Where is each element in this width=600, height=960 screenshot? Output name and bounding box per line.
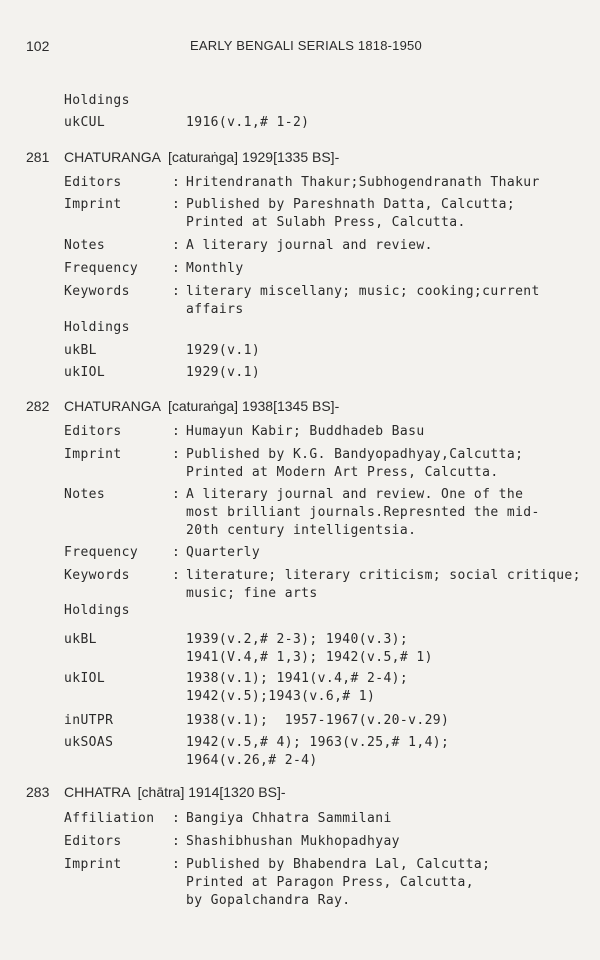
holding-library: ukIOL <box>64 365 106 380</box>
field-value: literary miscellany; music; cooking;current <box>186 284 540 299</box>
field-value: A literary journal and review. One of the <box>186 487 524 502</box>
field-value: Printed at Paragon Press, Calcutta, <box>186 875 474 890</box>
field-value: affairs <box>186 302 244 317</box>
holding-value: 1942(v.5,# 4); 1963(v.25,# 1,4); <box>186 735 450 750</box>
holding-library: ukSOAS <box>64 735 114 750</box>
field-label: Imprint <box>64 447 122 462</box>
holding-value: 1938(v.1); 1941(v.4,# 2-4); <box>186 671 409 686</box>
entry-number: 282 <box>26 398 50 414</box>
holding-value: 1929(v.1) <box>186 343 261 358</box>
field-value: A literary journal and review. <box>186 238 433 253</box>
holding-library: ukCUL <box>64 115 106 130</box>
field-value: Humayun Kabir; Buddhadeb Basu <box>186 424 425 439</box>
field-value: Printed at Sulabh Press, Calcutta. <box>186 215 466 230</box>
field-label: Frequency <box>64 261 139 276</box>
running-header: EARLY BENGALI SERIALS 1818-1950 <box>190 38 422 53</box>
holdings-label: Holdings <box>64 320 130 335</box>
holding-library: ukBL <box>64 343 97 358</box>
entry-number: 283 <box>26 784 50 800</box>
field-value: Published by Bhabendra Lal, Calcutta; <box>186 857 491 872</box>
holding-value: 1964(v.26,# 2-4) <box>186 753 318 768</box>
holding-value: 1929(v.1) <box>186 365 261 380</box>
holding-value: 1938(v.1); 1957-1967(v.20-v.29) <box>186 713 450 728</box>
entry-number: 281 <box>26 149 50 165</box>
field-value: 20th century intelligentsia. <box>186 523 417 538</box>
holding-value: 1939(v.2,# 2-3); 1940(v.3); <box>186 632 409 647</box>
holding-value: 1916(v.1,# 1-2) <box>186 115 310 130</box>
field-label: Editors <box>64 834 122 849</box>
field-label: Keywords <box>64 568 130 583</box>
field-value: Monthly <box>186 261 244 276</box>
holding-value: 1941(V.4,# 1,3); 1942(v.5,# 1) <box>186 650 433 665</box>
field-label: Frequency <box>64 545 139 560</box>
field-value: most brilliant journals.Represnted the mid- <box>186 505 540 520</box>
field-label: Editors <box>64 175 122 190</box>
field-label: Imprint <box>64 857 122 872</box>
field-value: Quarterly <box>186 545 261 560</box>
field-label: Notes <box>64 238 106 253</box>
field-value: music; fine arts <box>186 586 318 601</box>
entry-title: CHHATRA [chātra] 1914[1320 BS]- <box>64 784 286 800</box>
field-label: Keywords <box>64 284 130 299</box>
field-value: Published by K.G. Bandyopadhyay,Calcutta; <box>186 447 524 462</box>
field-value: Printed at Modern Art Press, Calcutta. <box>186 465 499 480</box>
field-value: Shashibhushan Mukhopadhyay <box>186 834 400 849</box>
field-value: by Gopalchandra Ray. <box>186 893 351 908</box>
page-number: 102 <box>26 38 50 54</box>
holdings-label: Holdings <box>64 603 130 618</box>
entry-title: CHATURANGA [caturaṅga] 1929[1335 BS]- <box>64 149 340 165</box>
holding-library: ukBL <box>64 632 97 647</box>
field-label: Imprint <box>64 197 122 212</box>
holdings-label: Holdings <box>64 93 130 108</box>
field-value: Hritendranath Thakur;Subhogendranath Thakur <box>186 175 540 190</box>
field-label: Editors <box>64 424 122 439</box>
holding-library: inUTPR <box>64 713 114 728</box>
field-label: Notes <box>64 487 106 502</box>
field-value: Bangiya Chhatra Sammilani <box>186 811 392 826</box>
field-value: Published by Pareshnath Datta, Calcutta; <box>186 197 516 212</box>
holding-value: 1942(v.5);1943(v.6,# 1) <box>186 689 376 704</box>
entry-title: CHATURANGA [caturaṅga] 1938[1345 BS]- <box>64 398 340 414</box>
holding-library: ukIOL <box>64 671 106 686</box>
field-label: Affiliation <box>64 811 155 826</box>
field-value: literature; literary criticism; social critique; <box>186 568 581 583</box>
document-page: 102 EARLY BENGALI SERIALS 1818-1950 Holdings ukCUL 1916(v.1,# 1-2) 281 CHATURANGA [caturaṅga] 1929[1335 BS]- Editors : Hritendranath Thakur;Subhogendranath Thakur Imprint : Published by Pareshnath Datta, Calcutta; Printed at Sulabh Press, Calcutta. Notes : A literary journal and review. Frequency : Monthly Keywords : literary miscellany; music; cooking;current affairs Holdings ukBL 1929(v.1) ukIOL 1929(v.1) 282 CHATURANGA [caturaṅga] 1938[1345 BS]- Editors : Humayun Kabir; Buddhadeb Basu Imprint : Published by K.G. Bandyopadhyay,Calcutta; Printed at Modern Art Press, Calcutta. Notes : A literary journal and review. One of the most brilliant journals.Represnted the mid- 20th century intelligentsia. Frequency : Quarterly Keywords : literature; literary criticism; social critique; music; fine arts Holdings ukBL 1939(v.2,# 2-3); 1940(v.3); 1941(V.4,# 1,3); 1942(v.5,# 1) ukIOL 1938(v.1); 1941(v.4,# 2-4); 1942(v.5);1943(v.6,# 1) inUTPR 1938(v.1); 1957-1967(v.20-v.29) ukSOAS 1942(v.5,# 4); 1963(v.25,# 1,4); 1964(v.26,# 2-4) 283 CHHATRA [chātra] 1914[1320 BS]- Affiliation : Bangiya Chhatra Sammilani Editors : Shashibhushan Mukhopadhyay Imprint : Published by Bhabendra Lal, Calcutta; Printed at Paragon Press, Calcutta, by Gopalchandra Ray. <box>26 38 581 908</box>
